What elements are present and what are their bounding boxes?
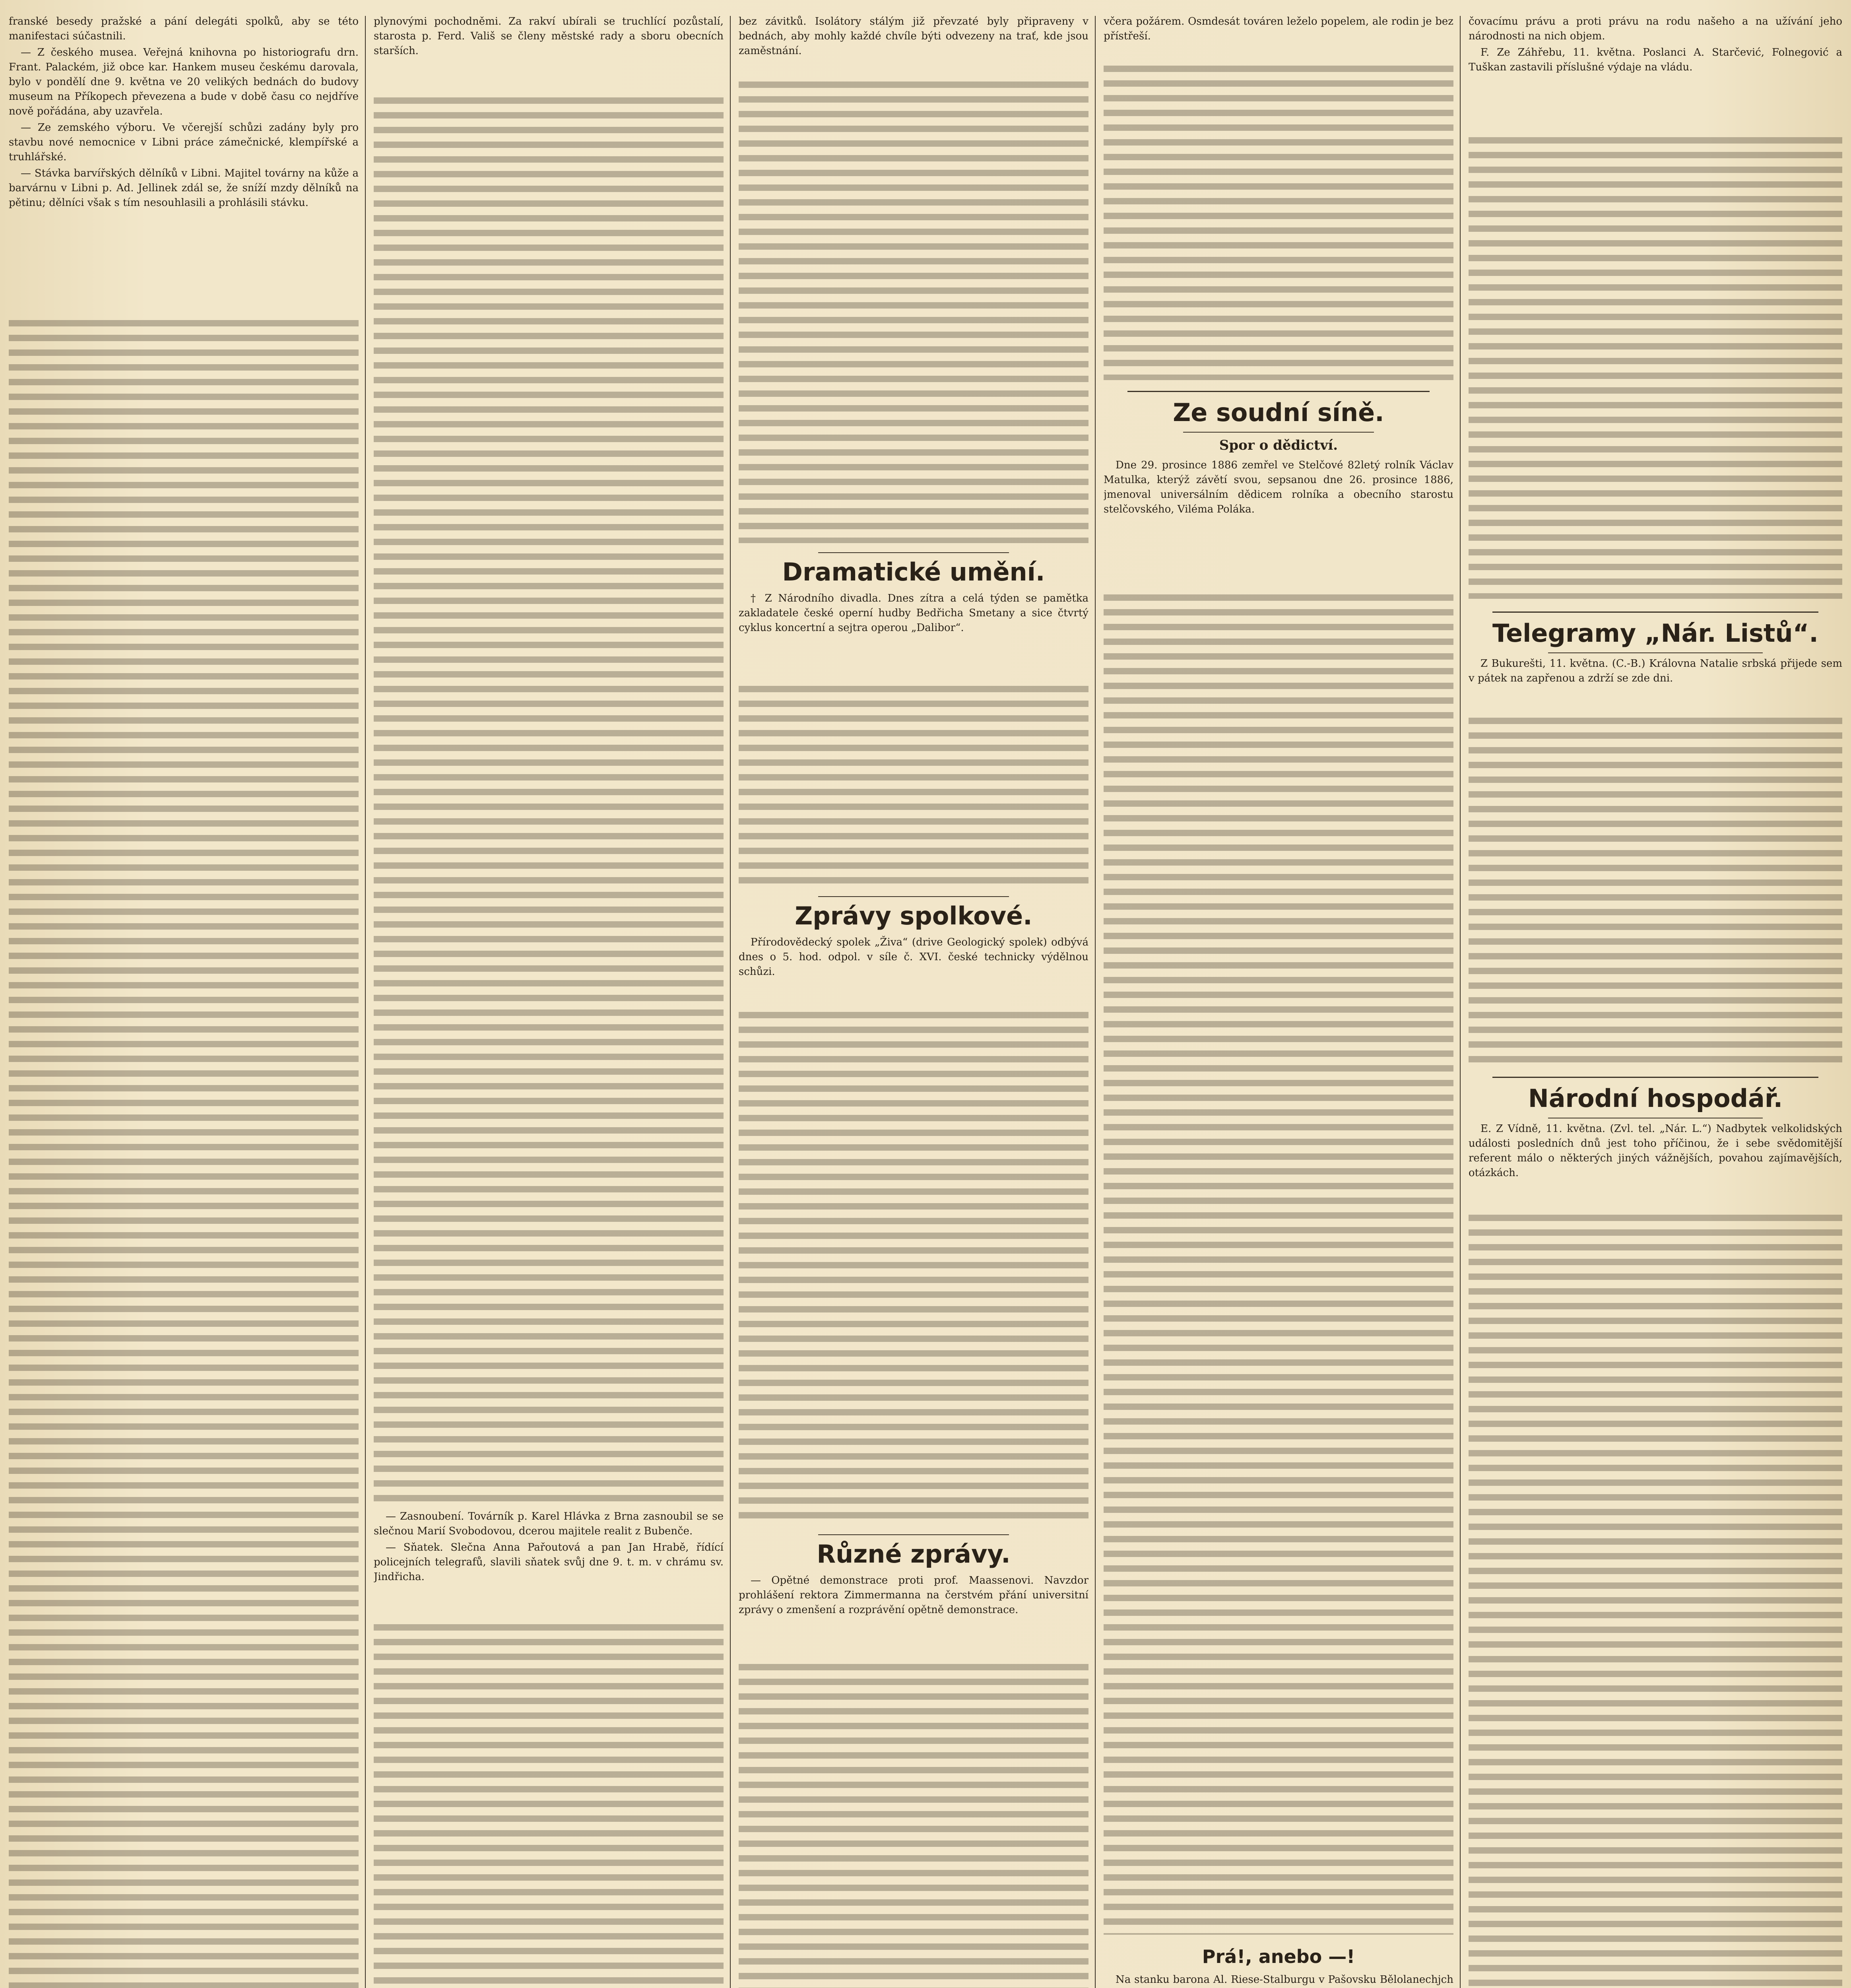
article-text: plynovými pochodněmi. Za rakví ubírali se truchlící pozůstalí, starosta p. Ferd. Vališ se členy městské rady a sboru obecních starších. (374, 16, 724, 57)
column-divider (1460, 16, 1461, 1988)
section-heading: Různé zprávy. (817, 1540, 1011, 1569)
article-text: — Zasnoubení. Továrník p. Karel Hlávka z Brna zasnoubil se se slečnou Marií Svobodovou, dcerou majitele realit z Bubenče. (374, 1510, 724, 1537)
article-text: — Opětné demonstrace proti prof. Maassenovi. Navzdor prohlášení rektora Zimmermanna na čerstvém přání universitní zprávy o zmenšení a rozprávění opětně demonstrace. (739, 1574, 1088, 1616)
section-rule (1492, 612, 1818, 613)
column-5 (1469, 14, 1842, 1988)
column-3 (739, 14, 1088, 1988)
article-text: E. Z Vídně, 11. května. (Zvl. tel. „Nár. L.“) Nadbytek velkolidských události posledních dnů jest toho příčinou, že i sebe svědomitější referent málo o některých jiných vážnějších, povahou zajímavějších, otázkách. (1469, 1123, 1842, 1179)
section-rule (1127, 391, 1430, 392)
column-divider (1095, 16, 1096, 1988)
section-rule (818, 1534, 1009, 1535)
section-heading: Zprávy spolkové. (795, 901, 1032, 930)
section-heading: Prá!, anebo —! (1202, 1946, 1355, 1967)
article-text: Na stanku barona Al. Riese-Stalburgu v Pašovsku Bělolanechjch (1116, 1974, 1453, 1986)
dense-text-block (1469, 1211, 1842, 1988)
section-heading: Ze soudní síně. (1173, 398, 1384, 427)
article-text: bez závitků. Isolátory stálým již převzaté byly připraveny v bednách, aby mohly každé chvíle býti odvezeny na trať, kde jsou zaměstnání. (739, 16, 1088, 57)
section-heading: Telegramy „Nár. Listů“. (1492, 619, 1818, 648)
dense-text-block (739, 1008, 1088, 1525)
section-rule (1183, 432, 1374, 433)
article-text: F. Ze Záhřebu, 11. května. Poslanci A. Starčević, Folnegović a Tuškan zastavili příslušné výdaje na vládu. (1469, 47, 1842, 73)
article-text: včera požárem. Osmdesát továren leželo popelem, ale rodin je bez přístřeší. (1104, 16, 1453, 42)
article-text: † Z Národního divadla. Dnes zítra a celá týden se pamětka zakladatele české operní hudby Bedřicha Smetany a sice čtvrtý cyklus koncertní a sejtra operou „Dalibor“. (739, 592, 1088, 634)
article-text: — Ze zemského výboru. Ve včerejší schůzi zadány byly pro stavbu nové nemocnice v Libni práce zámečnické, klempířské a truhlářské. (9, 122, 359, 163)
article-text: čovacímu právu a proti právu na rodu našeho a na užívání jeho národnosti na nich objem. (1469, 16, 1842, 42)
dense-text-block (1469, 134, 1842, 599)
article-text: Přírodovědecký spolek „Živa“ (drive Geologický spolek) odbývá dnes o 5. hod. odpol. v síle č. XVI. české technicky výdělnou schůzi. (739, 936, 1088, 978)
dense-text-block (739, 682, 1088, 889)
dense-text-block (739, 1660, 1088, 1988)
section-rule (818, 552, 1009, 553)
dense-text-block (374, 1621, 724, 1988)
article-text: — Z českého musea. Veřejná knihovna po historiografu drn. Frant. Palackém, již obce kar. Hankem museu českému darovala, bylo v pondělí dne 9. května ve 20 velikých bednách do budovy museum na Příkopech převezena a bude v době času co nejdříve nově pořádána, aby uzavřela. (9, 47, 359, 117)
article-text: Dne 29. prosince 1886 zemřel ve Stelčové 82letý rolník Václav Matulka, kterýž závětí svou, sepsanou dne 26. prosince 1886, jmenoval universálním dědicem rolníka a obecního starostu stelčovského, Viléma Poláka. (1104, 459, 1453, 515)
column-4 (1104, 14, 1453, 1988)
dense-text-block (1104, 62, 1453, 380)
article-text: Z Bukurešti, 11. května. (C.-B.) Královna Natalie srbská přijede sem v pátek na zapřenou a zdrží se zde dni. (1469, 658, 1842, 684)
dense-text-block (739, 78, 1088, 543)
section-heading: Národní hospodář. (1528, 1084, 1783, 1113)
section-rule (1548, 652, 1763, 653)
dense-text-block (374, 94, 724, 1501)
section-rule (1492, 1077, 1818, 1078)
article-text: — Stávka barvířských dělníků v Libni. Majitel továrny na kůže a barvárnu v Libni p. Ad. Jellinek zdál se, že sníží mzdy dělníků na pětinu; dělníci však s tím nesouhlasili a prohlásili stávku. (9, 167, 359, 209)
article-text: franské besedy pražské a pání delegáti spolků, aby se této manifestaci súčastnili. (9, 16, 359, 42)
column-1 (9, 14, 359, 1988)
section-rule (818, 896, 1009, 897)
dense-text-block (1469, 714, 1842, 1064)
dense-text-block (1104, 591, 1453, 1935)
column-divider (365, 16, 366, 1988)
dense-text-block (9, 316, 359, 1988)
section-heading: Dramatické umění. (782, 557, 1045, 586)
subsection-heading: Spor o dědictví. (1219, 437, 1338, 453)
column-2 (374, 14, 724, 1988)
column-divider (730, 16, 731, 1988)
article-text: — Sňatek. Slečna Anna Pařoutová a pan Jan Hrabě, řídící policejních telegrafů, slavili sňatek svůj dne 9. t. m. v chrámu sv. Jindřicha. (374, 1541, 724, 1583)
